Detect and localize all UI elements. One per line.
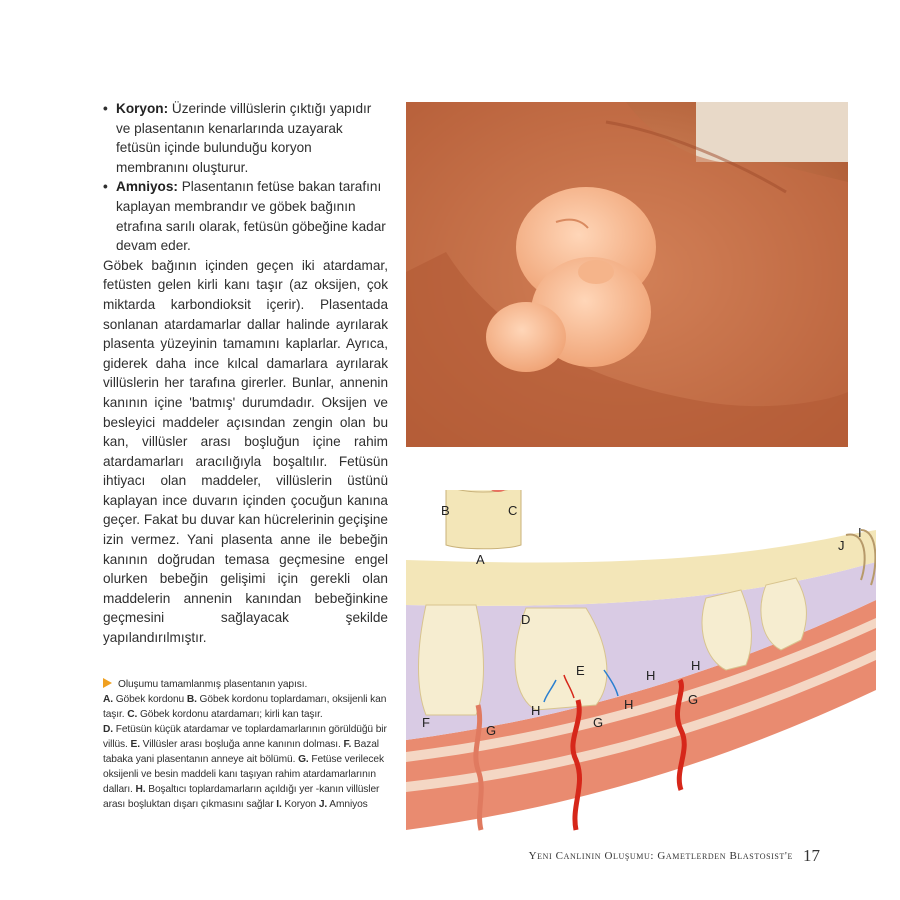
placenta-structure-illustration: [406, 490, 876, 840]
label-h2: H: [624, 697, 634, 712]
label-h1: H: [531, 703, 541, 718]
main-paragraph: Göbek bağının içinden geçen iki atardamar, fetüsten gelen kirli kanı taşır (az oksijen, çok miktarda karbondioksit içerir). Plasentada sonlanan atardamarlar dallar halinde ayrılarak plasenta yüzeyinin tamamını kaplarlar. Ayrıca, giderek daha ince kılcal damarlara ayrılarak villüslerin her tarafına girerler. Bunlar, annenin kanının içine 'batmış' durumdadır. Oksijen ve besleyici maddeler açısından zengin olan bu kan, villüsler arası boşluğun içine rahim atardamarları aracılığıyla boşaltılır. Fetüsün ihtiyacı olan maddeler, villüslerin üstünü kaplayan ince duvarın içinden çocuğun kanına geçer. Fakat bu duvar kan hücrelerinin geçişine izin vermez. Yani plasenta anne ile bebeğin kanının doğrudan temasa geçmesine engel olurken bebeğin gelişimi için gerekli olan maddelerin annenin kanından bebeğinkine geçmesini sağlayacak şekilde yapılandırılmıştır.: [103, 257, 388, 646]
caption-letter: H.: [135, 784, 146, 795]
caption-title: Oluşumu tamamlanmış plasentanın yapısı.: [118, 679, 308, 690]
caption-item-text: Fetüse verilecek oksijenli ve besin maddeli kanı taşıyan rahim atardamarlarının dalları.: [103, 754, 384, 795]
caption-item-text: Villüsler arası boşluğa anne kanının dolması.: [139, 739, 344, 750]
caption-letter: B.: [186, 694, 197, 705]
body-text-column: [103, 99, 388, 648]
caption-letter: J.: [318, 799, 328, 810]
fetus-in-hand-illustration: [406, 102, 848, 447]
label-e: E: [576, 663, 585, 678]
label-g3: G: [688, 692, 699, 707]
bullet-term: Koryon:: [116, 101, 169, 116]
caption-item-text: Koryon: [281, 799, 319, 810]
bullet-dot: •: [103, 101, 108, 116]
label-g1: G: [486, 723, 497, 738]
label-h3: H: [646, 668, 656, 683]
caption-item-text: Göbek kordonu atardamarı; kirli kan taşır.: [137, 709, 323, 720]
figure-caption: [103, 677, 393, 812]
caption-body: [103, 694, 387, 810]
caption-letter: F.: [343, 739, 352, 750]
page-footer: [500, 846, 820, 866]
bullet-text: Üzerinde villüslerin çıktığı yapıdır ve plasentanın kenarlarında uzayarak fetüsün içinde bulunduğu koryon membranını oluşturur.: [116, 101, 372, 175]
caption-letter: C.: [127, 709, 138, 720]
caption-item-text: Boşaltıcı toplardamarların açıldığı yer -kanın villüsler arası boşluktan dışarı çıkmasını sağlar: [103, 784, 380, 810]
bullet-koryon: [103, 99, 388, 177]
caption-item-text: Göbek kordonu toplardamarı, oksijenli kan taşır.: [103, 694, 387, 720]
label-j: J: [838, 538, 845, 553]
page-number: 17: [803, 846, 820, 865]
bullet-term: Amniyos:: [116, 179, 178, 195]
placenta-diagram: [406, 490, 876, 840]
label-i: I: [858, 525, 862, 540]
running-title: Yeni Canlının Oluşumu: Gametlerden Blastosist'e: [528, 850, 793, 862]
label-g2: G: [593, 715, 604, 730]
caption-item-text: Göbek kordonu: [113, 694, 187, 705]
caption-item-text: Bazal tabaka yani plasentanın anneye ait bölümü.: [103, 739, 379, 765]
umbilical-cord: [446, 490, 521, 549]
caption-triangle-icon: [103, 678, 112, 688]
bullet-text: Plasentanın fetüse bakan tarafını kaplayan membrandır ve göbek bağının etrafına sarılı olarak, fetüsün göbeğine kadar devam eder.: [116, 179, 386, 254]
caption-title-line: [103, 677, 393, 692]
label-a: A: [476, 552, 485, 567]
label-b: B: [441, 503, 450, 518]
label-h4: H: [691, 658, 701, 673]
label-c: C: [508, 503, 518, 518]
fetus-photo: [406, 102, 848, 447]
caption-item-text: Fetüsün küçük atardamar ve toplardamarlarının görüldüğü bir villüs.: [103, 724, 387, 750]
caption-letter: E.: [130, 739, 140, 750]
bullet-dot: •: [103, 179, 108, 195]
caption-letter: A.: [103, 694, 113, 705]
bullet-amniyos: [103, 177, 388, 255]
label-f: F: [422, 715, 430, 730]
caption-item-text: Amniyos: [327, 799, 368, 810]
caption-letter: G.: [298, 754, 309, 765]
caption-letter: I.: [276, 799, 282, 810]
caption-letter: D.: [103, 724, 113, 735]
label-d: D: [521, 612, 531, 627]
